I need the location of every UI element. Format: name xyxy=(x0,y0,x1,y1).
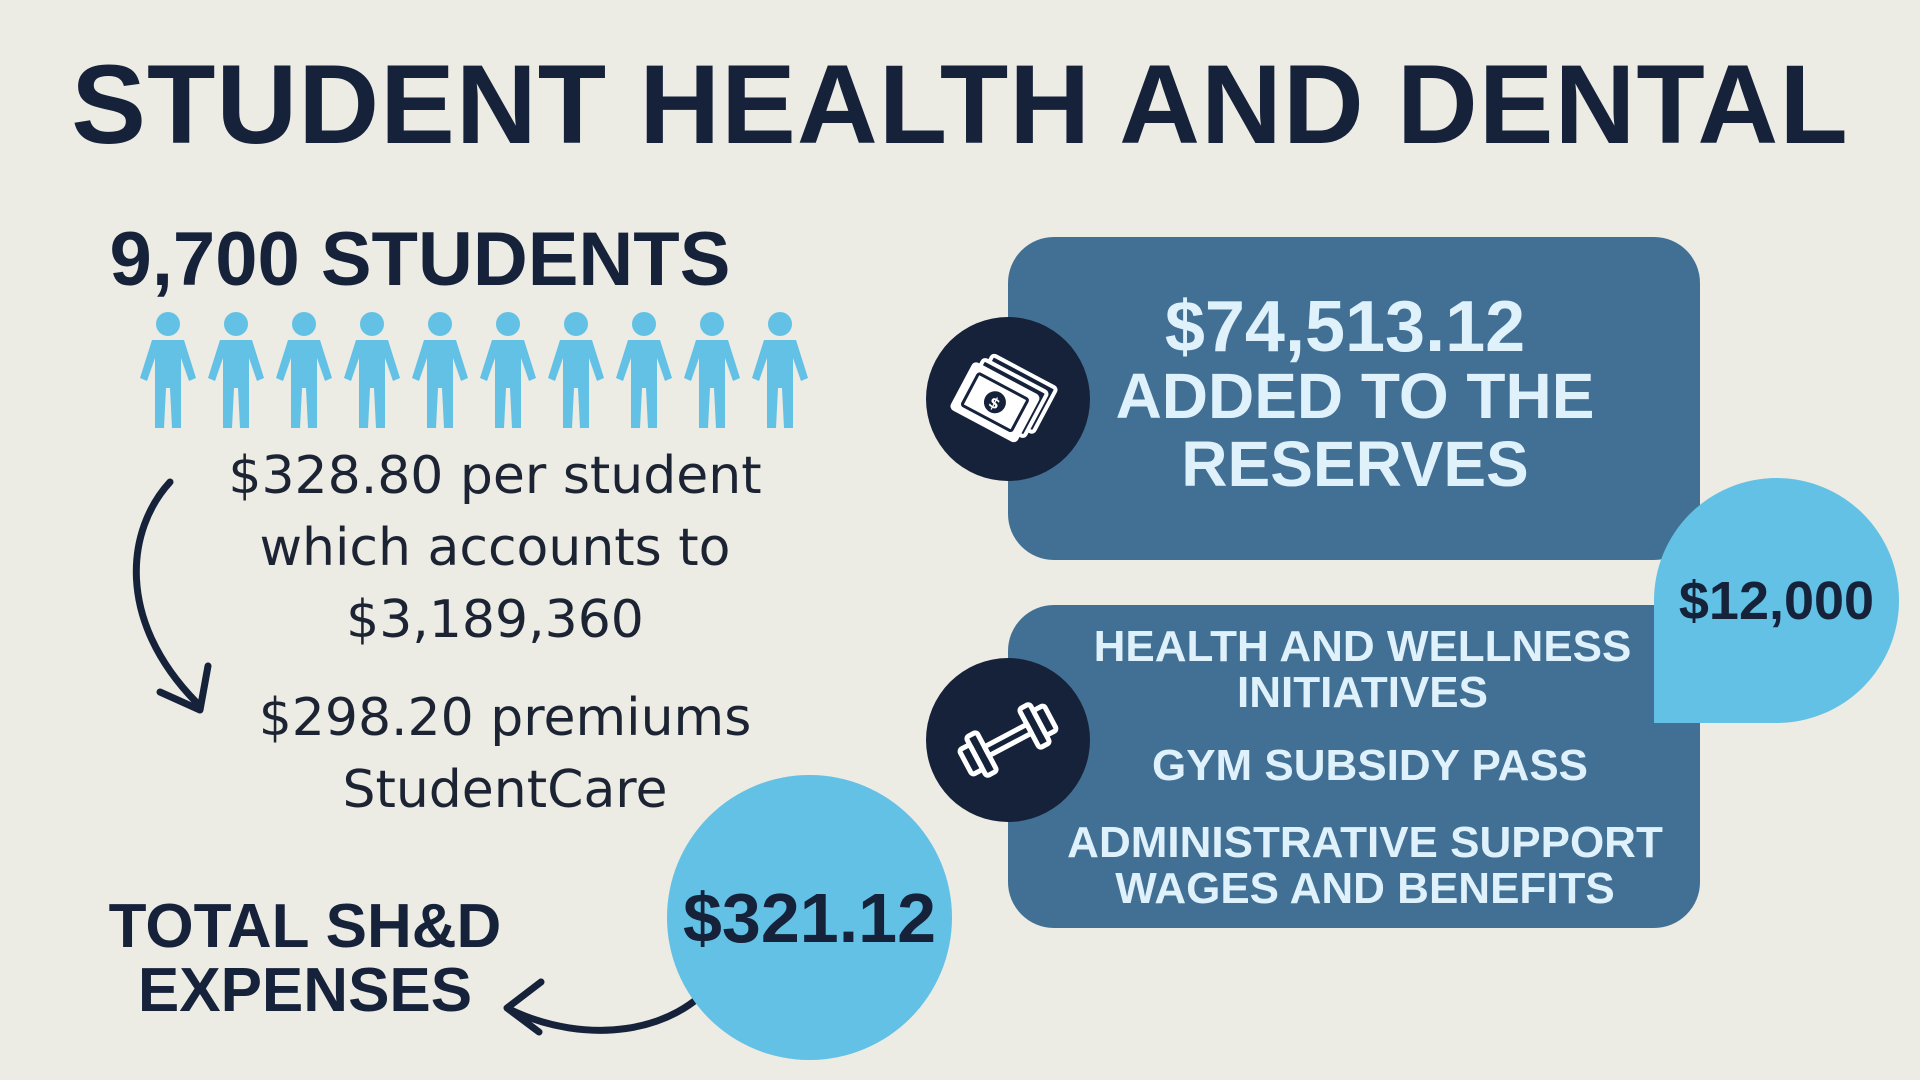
wellness-item-line: INITIATIVES xyxy=(1237,668,1488,717)
money-icon xyxy=(926,317,1090,481)
wellness-item xyxy=(1075,624,1650,716)
wellness-item xyxy=(1110,743,1630,789)
page-title: STUDENT HEALTH AND DENTAL xyxy=(71,42,1849,167)
wellness-item xyxy=(1040,820,1690,912)
dumbbell-icon xyxy=(926,658,1090,822)
premiums-line: $298.20 premiums xyxy=(258,688,752,748)
person-icon xyxy=(276,312,332,428)
person-icon xyxy=(616,312,672,428)
total-label-line: TOTAL SH&D xyxy=(108,892,502,961)
money-icon-graphic xyxy=(948,339,1068,459)
person-icon xyxy=(208,312,264,428)
premiums-line: StudentCare xyxy=(342,760,668,820)
person-icon xyxy=(752,312,808,428)
wellness-amount: $12,000 xyxy=(1678,570,1875,631)
dumbbell-icon-graphic xyxy=(948,680,1068,800)
total-label-line: EXPENSES xyxy=(137,956,473,1025)
premiums-text xyxy=(215,682,795,826)
reserves-label-line: RESERVES xyxy=(1181,428,1529,500)
total-expenses-label xyxy=(95,892,515,1025)
wellness-amount-bubble xyxy=(1654,478,1899,723)
curved-arrow-icon xyxy=(118,470,228,740)
wellness-item-line: ADMINISTRATIVE SUPPORT xyxy=(1067,818,1663,867)
wellness-item-line: WAGES AND BENEFITS xyxy=(1115,864,1615,913)
person-icon xyxy=(480,312,536,428)
svg-text:$: $ xyxy=(985,392,1004,414)
person-icon xyxy=(548,312,604,428)
per-student-line: which accounts to xyxy=(259,518,731,578)
people-row xyxy=(138,310,820,430)
person-icon xyxy=(140,312,196,428)
students-count: 9,700 STUDENTS xyxy=(109,217,731,302)
person-icon xyxy=(412,312,468,428)
wellness-item-line: GYM SUBSIDY PASS xyxy=(1151,741,1589,790)
person-icon xyxy=(344,312,400,428)
total-amount-circle xyxy=(667,775,952,1060)
total-amount: $321.12 xyxy=(682,878,937,957)
per-student-total: $3,189,360 xyxy=(346,590,644,650)
per-student-line: $328.80 per student xyxy=(228,446,762,506)
reserves-label-line: ADDED TO THE xyxy=(1115,360,1595,432)
reserves-label xyxy=(1030,362,1680,498)
reserves-amount: $74,513.12 xyxy=(1164,287,1526,367)
wellness-item-line: HEALTH AND WELLNESS xyxy=(1093,622,1632,671)
per-student-text xyxy=(190,440,800,656)
person-icon xyxy=(684,312,740,428)
